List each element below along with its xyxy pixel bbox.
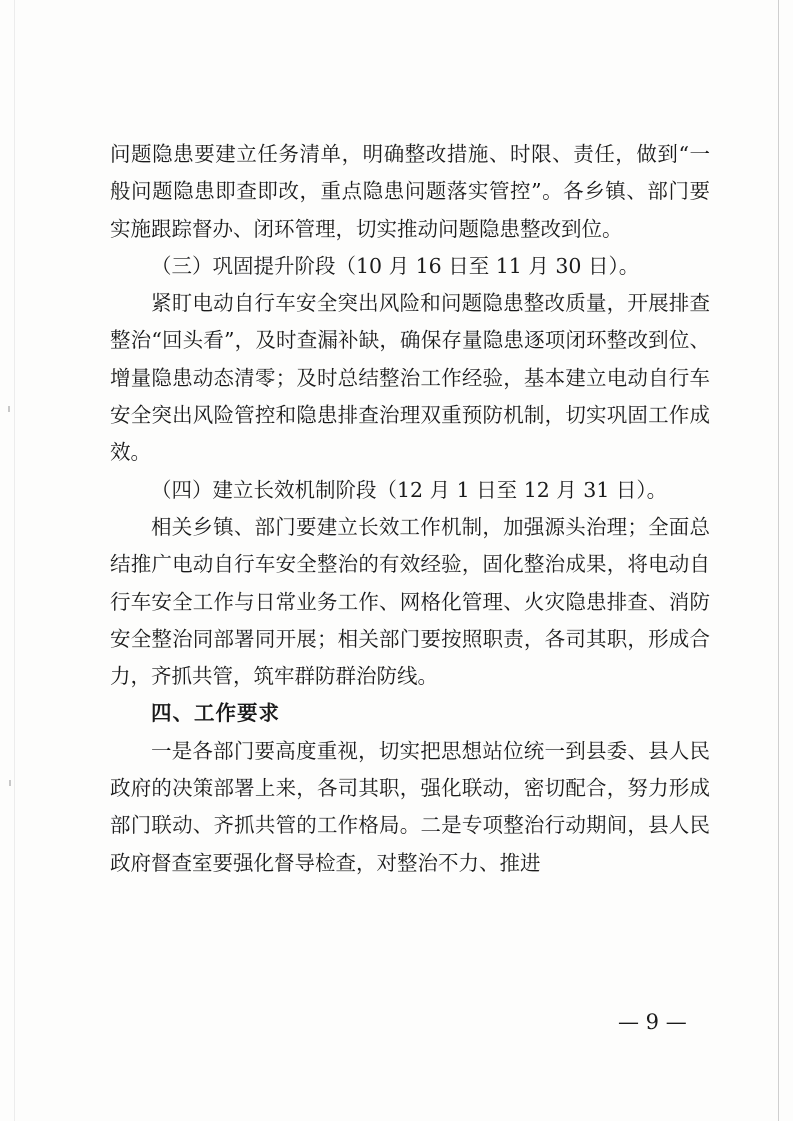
paragraph-continuation: 问题隐患要建立任务清单，明确整改措施、时限、责任，做到“一般问题隐患即查即改，重点隐患问题落实管控”。各乡镇、部门要实施跟踪督办、闭环管理，切实推动问题隐患整改到位。 xyxy=(110,142,710,241)
document-body xyxy=(110,136,710,882)
paragraph-consolidation: 紧盯电动自行车安全突出风险和问题隐患整改质量，开展排查整治“回头看”，及时查漏补缺，确保存量隐患逐项闭环整改到位、增量隐患动态清零；及时总结整治工作经验，基本建立电动自行车安全突出风险管控和隐患排查治理双重预防机制，切实巩固工作成效。 xyxy=(110,291,710,465)
stage-heading-consolidation: （三）巩固提升阶段（10 月 16 日至 11 月 30 日）。 xyxy=(151,253,640,278)
section-heading-requirements: 四、工作要求 xyxy=(151,701,280,726)
scan-speck xyxy=(9,780,11,786)
scan-left-edge xyxy=(14,0,15,1121)
paragraph-requirements: 一是各部门要高度重视，切实把思想站位统一到县委、县人民政府的决策部署上来，各司其职，强化联动，密切配合，努力形成部门联动、齐抓共管的工作格局。二是专项整治行动期间，县人民政府督查室要强化督导检查，对整治不力、推进 xyxy=(110,738,710,875)
scan-right-edge xyxy=(778,0,779,1121)
scan-speck xyxy=(8,406,10,412)
page-number: — 9 — xyxy=(618,1010,687,1034)
stage-heading-long-term: （四）建立长效机制阶段（12 月 1 日至 12 月 31 日）。 xyxy=(151,477,668,502)
paragraph-long-term: 相关乡镇、部门要建立长效工作机制，加强源头治理；全面总结推广电动自行车安全整治的有效经验，固化整治成果，将电动自行车安全工作与日常业务工作、网格化管理、火灾隐患排查、消防安全整治同部署同开展；相关部门要按照职责，各司其职，形成合力，齐抓共管，筑牢群防群治防线。 xyxy=(110,514,710,689)
